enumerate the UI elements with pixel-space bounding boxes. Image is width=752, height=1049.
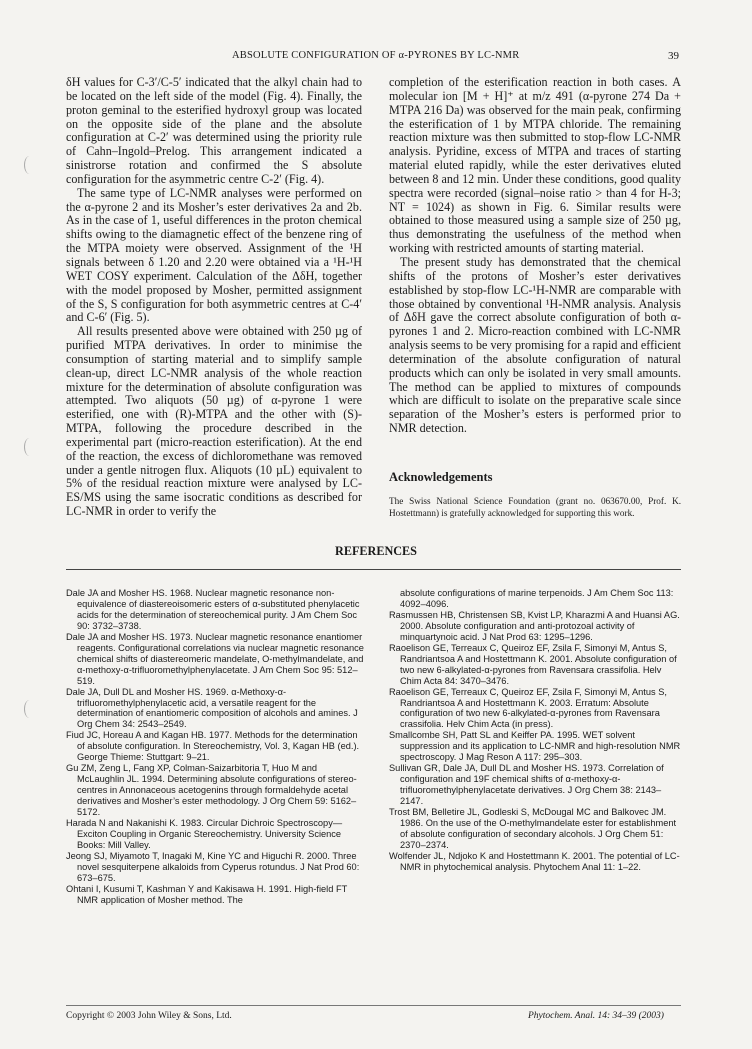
running-title: ABSOLUTE CONFIGURATION OF α-PYRONES BY LC-NMR [232,50,520,61]
reference-entry: Gu ZM, Zeng L, Fang XP, Colman-Saizarbitoria T, Huo M and McLaughlin JL. 1994. Determining absolute configurations of stereo-centres in Annonaceous acetogenins through formaldehyde acetal derivatives and Mosher’s ester methodology. J Org Chem 59: 5162–5172. [66,763,357,818]
body-paragraph: The present study has demonstrated that the chemical shifts of the protons of Mosher’s ester derivatives established by stop-flow LC-¹H-NMR are comparable with those obtained by conventional ¹H-NMR analysis. Analysis of ΔδH gave the correct absolute configuration of both α-pyrones 1 and 2. Micro-reaction combined with LC-NMR analysis seems to be very promising for a rapid and efficient determination of the absolute configuration of natural products which can only be isolated in very small amounts. The method can be applied to mixtures of compounds which are difficult to isolate on the preparative scale since separation of the Mosher’s esters is performed prior to NMR detection. [389,254,681,436]
reference-entry: Dale JA and Mosher HS. 1973. Nuclear magnetic resonance enantiomer reagents. Configurational correlations via nuclear magnetic resonance chemical shifts of diastereomeric mandelate, O-methylmandelate, and α-methoxy-α-trifluoromethylphenylacetate. J Am Chem Soc 95: 512–519. [66,631,364,686]
reference-entry: Sullivan GR, Dale JA, Dull DL and Mosher HS. 1973. Correlation of configuration and 19F chemical shifts of α-methoxy-α-trifluoromethylphenylacetate derivatives. J Org Chem 38: 2143–2147. [389,763,664,807]
reference-entry: Dale JA, Dull DL and Mosher HS. 1969. α-Methoxy-α-trifluoromethylphenylacetic acid, a versatile reagent for the determination of enantiomeric composition of alcohols and amines. J Org Chem 34: 2543–2549. [66,686,358,730]
body-paragraph: All results presented above were obtained with 250 µg of purified MTPA derivatives. In order to minimise the consumption of starting material and to simplify sample clean-up, direct LC-NMR analysis of the whole reaction mixture for the determination of absolute configuration was attempted. Two aliquots (50 µg) of α-pyrone 1 were esterified, one with (R)-MTPA and the other with (S)-MTPA, following the procedure described in the experimental part (micro-reaction esterification). At the end of the reaction, the excess of dichloromethane was removed under a gentle nitrogen flux. Aliquots (10 µL) equivalent to 5% of the residual reaction mixture were analysed by LC-ES/MS using the same isocratic conditions as described for LC-NMR in order to verify the [66,324,362,519]
body-paragraph: The same type of LC-NMR analyses were performed on the α-pyrone 2 and its Mosher’s ester derivatives 2a and 2b. As in the case of 1, useful differences in the proton chemical shifts owing to the diamagnetic effect of the benzene ring of the MTPA moiety were observed. Assignment of the ¹H signals between δ 1.20 and 2.20 were obtained via a ¹H-¹H WET COSY experiment. Calculation of the ΔδH, together with the model proposed by Mosher, permitted assignment of the S, S configuration for both asymmetric centres at C-4′ and C-6′ (Fig. 5). [66,185,362,325]
reference-entry: Ohtani I, Kusumi T, Kashman Y and Kakisawa H. 1991. High-field FT NMR application of Mosher method. The [66,883,348,905]
reference-entry: Rasmussen HB, Christensen SB, Kvist LP, Kharazmi A and Huansi AG. 2000. Absolute configuration and anti-protozoal activity of minquartynoic acid. J Nat Prod 63: 1295–1296. [389,609,680,642]
reference-entry: Harada N and Nakanishi K. 1983. Circular Dichroic Spectroscopy—Exciton Coupling in Organic Stereochemistry. University Science Books: Mill Valley. [66,818,343,850]
footer-divider [66,1005,681,1006]
reference-entry: Dale JA and Mosher HS. 1968. Nuclear magnetic resonance non-equivalence of diastereoisomeric esters of α-substituted phenylacetic acids for the determination of stereochemical purity. J Am Chem Soc 90: 3732–3738. [66,588,360,631]
binder-hole-mark [24,156,35,174]
reference-entry: Raoelison GE, Terreaux C, Queiroz EF, Zsila F, Simonyi M, Antus S, Randriantsoa A and Hostettmann K. 2001. Absolute configuration of two new 6-alkylated-α-pyrones from Ravensara crassifolia. Helv Chim Acta 84: 3470–3476. [389,642,677,686]
binder-hole-mark [24,700,35,718]
reference-entry: Jeong SJ, Miyamoto T, Inagaki M, Kine YC and Higuchi R. 2000. Three novel sesquiterpene alkaloids from Cyperus rotundus. J Nat Prod 60: 673–675. [66,850,360,883]
acknowledgements-heading: Acknowledgements [389,470,493,484]
reference-entry-continued: absolute configurations of marine terpenoids. J Am Chem Soc 113: 4092–4096. [400,588,674,609]
references-heading: REFERENCES [335,544,417,558]
body-column-right [389,76,681,436]
journal-citation: Phytochem. Anal. 14: 34–39 (2003) [528,1011,664,1021]
references-divider [66,569,681,570]
body-paragraph: δH values for C-3′/C-5′ indicated that the alkyl chain had to be located on the left side of the model (Fig. 4). Finally, the proton geminal to the esterified hydroxyl group was located on the opposite side of the plane and the absolute configuration at C-2′ was determined using the priority rule of Cahn–Ingold–Prelog. This arrangement indicated a sinistrorse rotation and confirmed the S absolute configuration for the asymmetric centre C-2′ (Fig. 4). [66,75,362,186]
page-number: 39 [668,50,679,62]
reference-entry: Wolfender JL, Ndjoko K and Hostettmann K. 2001. The potential of LC-NMR in phytochemical analysis. Phytochem Anal 11: 1–22. [389,850,680,872]
references-column-right [389,588,681,873]
body-paragraph: completion of the esterification reaction in both cases. A molecular ion [M + H]⁺ at m/z 491 (α-pyrone 274 Da + MTPA 216 Da) was observed for the main peak, confirming the esterification of 1 by MTPA chloride. The remaining reaction mixture was then submitted to stop-flow LC-NMR analysis. Pyridine, excess of MTPA and traces of starting material eluted rapidly, while the ester derivatives eluted between 8 and 12 min. Under these conditions, good quality spectra were recorded (signal–noise ratio > than 4 for H-3; NT = 1024) as shown in Fig. 6. Similar results were obtained to those measured using a sample size of 250 µg, thus demonstrating the usefulness of the method when working with restricted amounts of starting material. [389,75,681,256]
reference-entry: Raoelison GE, Terreaux C, Queiroz EF, Zsila F, Simonyi M, Antus S, Randriantsoa A and Hostettmann K. 2003. Erratum: Absolute configuration of two new 6-alkylated-α-pyrones from Ravensara crassifolia. Helv Chim Acta (in press). [389,686,667,730]
binder-hole-mark [24,438,35,456]
body-column-left [66,76,362,519]
reference-entry: Smallcombe SH, Patt SL and Keiffer PA. 1995. WET solvent suppression and its application to LC-NMR and high-resolution NMR spectroscopy. J Mag Reson A 117: 295–303. [389,730,681,763]
reference-entry: Fiud JC, Horeau A and Kagan HB. 1977. Methods for the determination of absolute configuration. In Stereochemistry, Vol. 3, Kagan HB (ed.). George Thieme: Stuttgart: 9–21. [66,730,360,763]
reference-entry: Trost BM, Belletire JL, Godleski S, McDougal MC and Balkovec JM. 1986. On the use of the O-methylmandelate ester for establishment of absolute configuration of secondary alcohols. J Org Chem 51: 2370–2374. [389,807,677,850]
acknowledgements-text: The Swiss National Science Foundation (grant no. 063670.00, Prof. K. Hostettmann) is gratefully acknowledged for supporting this work. [389,496,681,518]
copyright-notice: Copyright © 2003 John Wiley & Sons, Ltd. [66,1011,232,1021]
references-column-left [66,588,365,906]
